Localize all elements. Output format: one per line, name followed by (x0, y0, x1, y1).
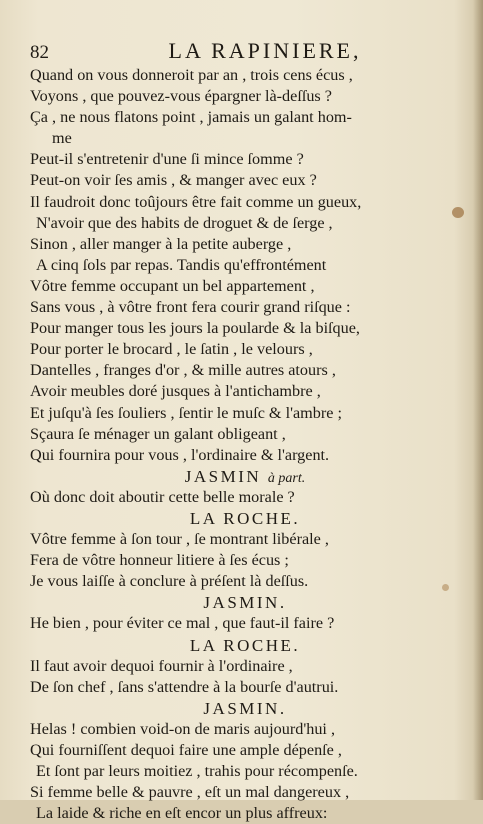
verse-line: Il faudroit donc toûjours être fait comme un gueux, (30, 192, 362, 211)
page-gutter-shadow (473, 0, 483, 800)
speaker-heading: LA ROCHE. (189, 635, 301, 655)
verse-line: Peut-il s'entretenir d'une ſi mince ſomme ? (30, 150, 304, 169)
verse-line: Quand on vous donneroit par an , trois cens écus , (30, 66, 353, 84)
speaker-heading: JASMIN. (203, 698, 287, 718)
verse-line: Pour porter le brocard , le ſatin , le velours , (30, 340, 313, 359)
verse-line: Voyons , que pouvez-vous épargner là-deſſus ? (30, 87, 332, 106)
verse-line: Il faut avoir dequoi fournir à l'ordinaire , (30, 656, 293, 675)
verse-line: Et juſqu'à ſes ſouliers , ſentir le muſc & l'ambre ; (30, 403, 342, 422)
verse-line: Peut-on voir ſes amis , & manger avec eux ? (30, 171, 317, 190)
verse-line: Sinon , aller manger à la petite auberge , (30, 234, 292, 253)
verse-line: La laide & riche en eſt encor un plus affreux: (36, 804, 328, 823)
verse-line: Pour manger tous les jours la poularde & la biſque, (30, 319, 360, 338)
verse-line: Sans vous , à vôtre front fera courir grand riſque : (30, 298, 351, 317)
verse-line: Et ſont par leurs moitiez , trahis pour récompenſe. (36, 762, 358, 781)
verse-line: Helas ! combien void-on de maris aujourd'hui , (30, 719, 336, 738)
verse-text (30, 65, 460, 824)
verse-line: Si femme belle & pauvre , eſt un mal dangereux , (30, 783, 350, 802)
verse-line: A cinq ſols par repas. Tandis qu'effrontément (36, 255, 327, 274)
page-header (30, 38, 450, 64)
verse-line: Qui fournira pour vous , l'ordinaire & l'argent. (30, 445, 330, 464)
page-number: 82 (30, 42, 49, 63)
speaker-heading (30, 466, 460, 487)
verse-line: Qui fourniſſent dequoi faire une ample dépenſe , (30, 741, 342, 759)
verse-line: Fera de vôtre honneur litiere à ſes écus ; (30, 551, 289, 570)
speaker-heading: JASMIN. (203, 593, 287, 613)
verse-line: Vôtre femme occupant un bel appartement , (30, 276, 315, 295)
verse-line: He bien , pour éviter ce mal , que faut-il faire ? (30, 614, 335, 633)
stage-direction: à part. (267, 470, 306, 486)
verse-line: Vôtre femme à ſon tour , ſe montrant libérale , (30, 530, 329, 549)
verse-line: Sçaura ſe ménager un galant obligeant , (30, 424, 286, 443)
verse-line: Avoir meubles doré jusques à l'antichambre , (30, 382, 321, 401)
running-title: LA RAPINIERE, (168, 38, 362, 63)
verse-line: Dantelles , franges d'or , & mille autres atours , (30, 361, 336, 380)
verse-line: me (52, 129, 72, 148)
verse-line: Je vous laiſſe à conclure à préſent là deſſus. (30, 572, 309, 591)
verse-line: Où donc doit aboutir cette belle morale ? (30, 487, 295, 506)
verse-line: Ça , ne nous flatons point , jamais un galant hom- (30, 108, 352, 127)
speaker-heading: LA ROCHE. (189, 508, 301, 528)
verse-line: De ſon chef , ſans s'attendre à la bourſe d'autrui. (30, 677, 339, 696)
speaker-name: JASMIN (184, 466, 262, 486)
verse-line: N'avoir que des habits de droguet & de ſerge , (36, 213, 333, 232)
